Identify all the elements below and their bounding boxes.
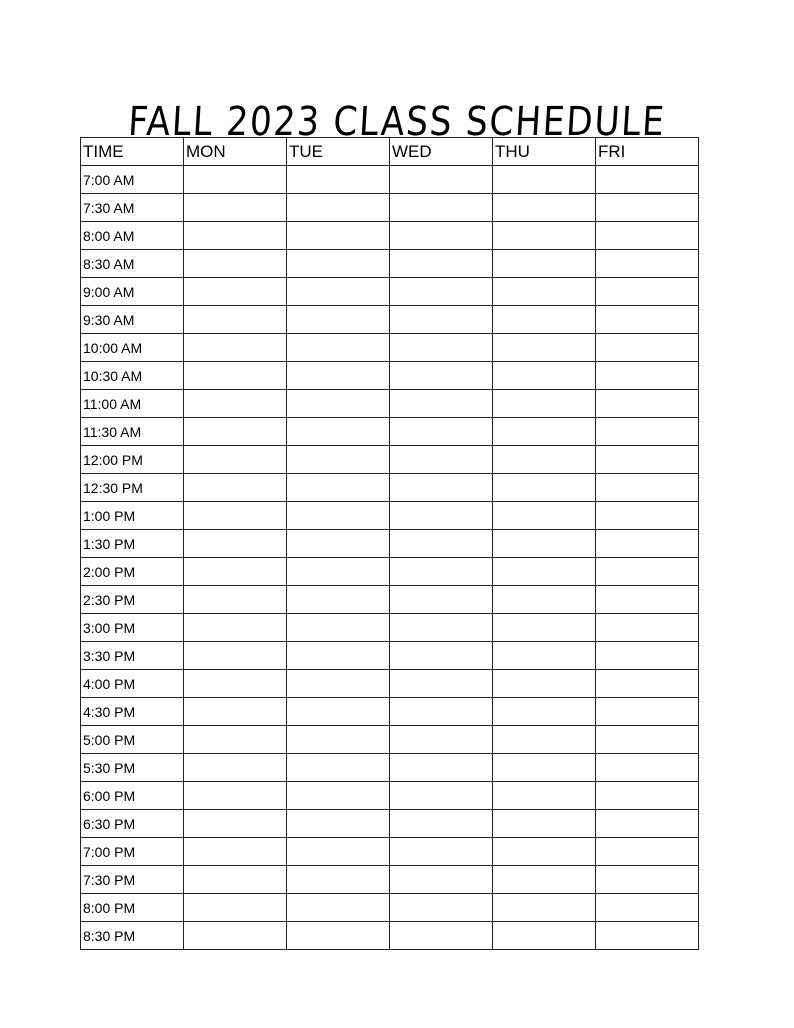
schedule-cell-fri [596,698,699,726]
schedule-cell-tue [287,782,390,810]
schedule-cell-thu [493,418,596,446]
table-row [81,222,699,250]
schedule-cell-tue [287,726,390,754]
schedule-cell-tue [287,810,390,838]
time-cell: 12:30 PM [81,474,184,502]
schedule-cell-wed [390,754,493,782]
table-row [81,418,699,446]
schedule-cell-fri [596,586,699,614]
schedule-cell-mon [184,166,287,194]
schedule-cell-tue [287,250,390,278]
schedule-cell-thu [493,278,596,306]
schedule-cell-mon [184,362,287,390]
schedule-cell-thu [493,474,596,502]
schedule-cell-mon [184,194,287,222]
schedule-cell-fri [596,754,699,782]
schedule-cell-fri [596,558,699,586]
schedule-cell-mon [184,754,287,782]
schedule-cell-thu [493,586,596,614]
schedule-cell-thu [493,530,596,558]
time-cell: 6:30 PM [81,810,184,838]
table-row [81,614,699,642]
table-row [81,838,699,866]
schedule-cell-thu [493,306,596,334]
schedule-cell-tue [287,698,390,726]
table-row [81,754,699,782]
schedule-cell-wed [390,810,493,838]
schedule-cell-fri [596,166,699,194]
schedule-cell-tue [287,418,390,446]
schedule-cell-wed [390,250,493,278]
table-row [81,642,699,670]
schedule-cell-thu [493,782,596,810]
time-cell: 3:30 PM [81,642,184,670]
schedule-cell-mon [184,838,287,866]
table-row [81,698,699,726]
schedule-cell-thu [493,698,596,726]
schedule-cell-thu [493,810,596,838]
table-row [81,278,699,306]
schedule-cell-wed [390,502,493,530]
schedule-cell-wed [390,642,493,670]
time-cell: 1:30 PM [81,530,184,558]
schedule-cell-fri [596,418,699,446]
schedule-cell-fri [596,334,699,362]
schedule-table [80,137,699,950]
schedule-cell-mon [184,642,287,670]
schedule-cell-wed [390,726,493,754]
schedule-cell-thu [493,194,596,222]
schedule-cell-tue [287,306,390,334]
schedule-cell-mon [184,782,287,810]
schedule-cell-thu [493,166,596,194]
schedule-cell-mon [184,334,287,362]
schedule-cell-thu [493,838,596,866]
schedule-cell-tue [287,894,390,922]
schedule-cell-fri [596,446,699,474]
table-row [81,726,699,754]
schedule-cell-fri [596,390,699,418]
schedule-cell-thu [493,726,596,754]
schedule-cell-wed [390,922,493,950]
table-row [81,446,699,474]
schedule-cell-wed [390,474,493,502]
table-row [81,558,699,586]
column-header-tue: TUE [287,138,390,166]
schedule-cell-wed [390,670,493,698]
schedule-cell-thu [493,922,596,950]
time-cell: 6:00 PM [81,782,184,810]
table-row [81,306,699,334]
schedule-cell-mon [184,558,287,586]
time-cell: 7:00 AM [81,166,184,194]
column-header-wed: WED [390,138,493,166]
table-row [81,922,699,950]
schedule-cell-wed [390,390,493,418]
table-row [81,250,699,278]
schedule-cell-tue [287,530,390,558]
schedule-cell-mon [184,726,287,754]
page-title: FALL 2023 CLASS SCHEDULE [126,98,668,145]
schedule-cell-mon [184,306,287,334]
schedule-cell-mon [184,446,287,474]
schedule-cell-tue [287,838,390,866]
table-row [81,586,699,614]
schedule-cell-tue [287,866,390,894]
time-cell: 8:00 AM [81,222,184,250]
schedule-cell-mon [184,222,287,250]
schedule-cell-mon [184,866,287,894]
time-cell: 9:00 AM [81,278,184,306]
schedule-cell-thu [493,390,596,418]
schedule-cell-wed [390,698,493,726]
schedule-cell-wed [390,586,493,614]
schedule-cell-fri [596,222,699,250]
schedule-cell-tue [287,502,390,530]
schedule-cell-mon [184,418,287,446]
schedule-cell-fri [596,922,699,950]
schedule-cell-mon [184,810,287,838]
schedule-cell-fri [596,782,699,810]
schedule-cell-wed [390,530,493,558]
schedule-cell-thu [493,558,596,586]
schedule-cell-fri [596,866,699,894]
schedule-cell-thu [493,250,596,278]
schedule-body [81,166,699,950]
schedule-cell-fri [596,362,699,390]
table-row [81,894,699,922]
table-row [81,866,699,894]
table-row [81,670,699,698]
schedule-cell-wed [390,838,493,866]
schedule-cell-tue [287,922,390,950]
time-cell: 1:00 PM [81,502,184,530]
table-row [81,474,699,502]
schedule-cell-tue [287,334,390,362]
schedule-cell-wed [390,614,493,642]
schedule-cell-wed [390,334,493,362]
schedule-cell-thu [493,446,596,474]
schedule-cell-thu [493,866,596,894]
schedule-cell-thu [493,670,596,698]
column-header-thu: THU [493,138,596,166]
time-cell: 12:00 PM [81,446,184,474]
schedule-cell-fri [596,726,699,754]
time-cell: 8:30 PM [81,922,184,950]
schedule-cell-wed [390,166,493,194]
table-row [81,166,699,194]
header-row [81,138,699,166]
schedule-cell-fri [596,670,699,698]
schedule-cell-mon [184,922,287,950]
time-cell: 2:00 PM [81,558,184,586]
schedule-cell-tue [287,362,390,390]
schedule-cell-tue [287,558,390,586]
table-row [81,194,699,222]
schedule-cell-wed [390,446,493,474]
table-row [81,530,699,558]
column-header-time: TIME [81,138,184,166]
schedule-cell-fri [596,614,699,642]
schedule-cell-thu [493,754,596,782]
column-header-fri: FRI [596,138,699,166]
schedule-cell-fri [596,642,699,670]
time-cell: 7:30 PM [81,866,184,894]
schedule-cell-wed [390,362,493,390]
time-cell: 11:00 AM [81,390,184,418]
table-row [81,362,699,390]
schedule-cell-mon [184,530,287,558]
schedule-cell-fri [596,278,699,306]
time-cell: 10:00 AM [81,334,184,362]
schedule-cell-tue [287,670,390,698]
schedule-cell-fri [596,810,699,838]
schedule-cell-fri [596,838,699,866]
schedule-cell-mon [184,698,287,726]
table-row [81,334,699,362]
schedule-cell-wed [390,782,493,810]
schedule-cell-mon [184,474,287,502]
time-cell: 5:00 PM [81,726,184,754]
schedule-cell-mon [184,390,287,418]
schedule-cell-thu [493,614,596,642]
schedule-cell-tue [287,278,390,306]
column-header-mon: MON [184,138,287,166]
schedule-cell-mon [184,250,287,278]
schedule-cell-mon [184,670,287,698]
schedule-cell-fri [596,194,699,222]
schedule-cell-wed [390,894,493,922]
time-cell: 2:30 PM [81,586,184,614]
time-cell: 7:30 AM [81,194,184,222]
time-cell: 8:00 PM [81,894,184,922]
schedule-cell-tue [287,390,390,418]
time-cell: 10:30 AM [81,362,184,390]
schedule-cell-wed [390,306,493,334]
time-cell: 5:30 PM [81,754,184,782]
schedule-cell-wed [390,278,493,306]
schedule-cell-tue [287,474,390,502]
schedule-cell-mon [184,502,287,530]
schedule-cell-tue [287,446,390,474]
schedule-cell-tue [287,642,390,670]
table-row [81,390,699,418]
schedule-cell-wed [390,418,493,446]
table-row [81,502,699,530]
schedule-cell-wed [390,222,493,250]
time-cell: 9:30 AM [81,306,184,334]
schedule-cell-thu [493,894,596,922]
schedule-cell-thu [493,642,596,670]
schedule-cell-tue [287,166,390,194]
schedule-cell-tue [287,222,390,250]
table-row [81,810,699,838]
schedule-cell-thu [493,334,596,362]
time-cell: 7:00 PM [81,838,184,866]
schedule-cell-fri [596,250,699,278]
schedule-cell-tue [287,194,390,222]
schedule-cell-mon [184,614,287,642]
schedule-cell-thu [493,502,596,530]
schedule-cell-wed [390,866,493,894]
schedule-cell-wed [390,194,493,222]
schedule-cell-thu [493,362,596,390]
schedule-cell-thu [493,222,596,250]
schedule-cell-fri [596,894,699,922]
time-cell: 11:30 AM [81,418,184,446]
table-row [81,782,699,810]
time-cell: 3:00 PM [81,614,184,642]
schedule-cell-fri [596,530,699,558]
time-cell: 4:00 PM [81,670,184,698]
schedule-cell-fri [596,474,699,502]
schedule-cell-fri [596,502,699,530]
time-cell: 8:30 AM [81,250,184,278]
schedule-cell-mon [184,278,287,306]
schedule-cell-mon [184,894,287,922]
schedule-cell-fri [596,306,699,334]
schedule-cell-tue [287,754,390,782]
schedule-cell-tue [287,586,390,614]
schedule-cell-tue [287,614,390,642]
time-cell: 4:30 PM [81,698,184,726]
schedule-cell-mon [184,586,287,614]
schedule-cell-wed [390,558,493,586]
